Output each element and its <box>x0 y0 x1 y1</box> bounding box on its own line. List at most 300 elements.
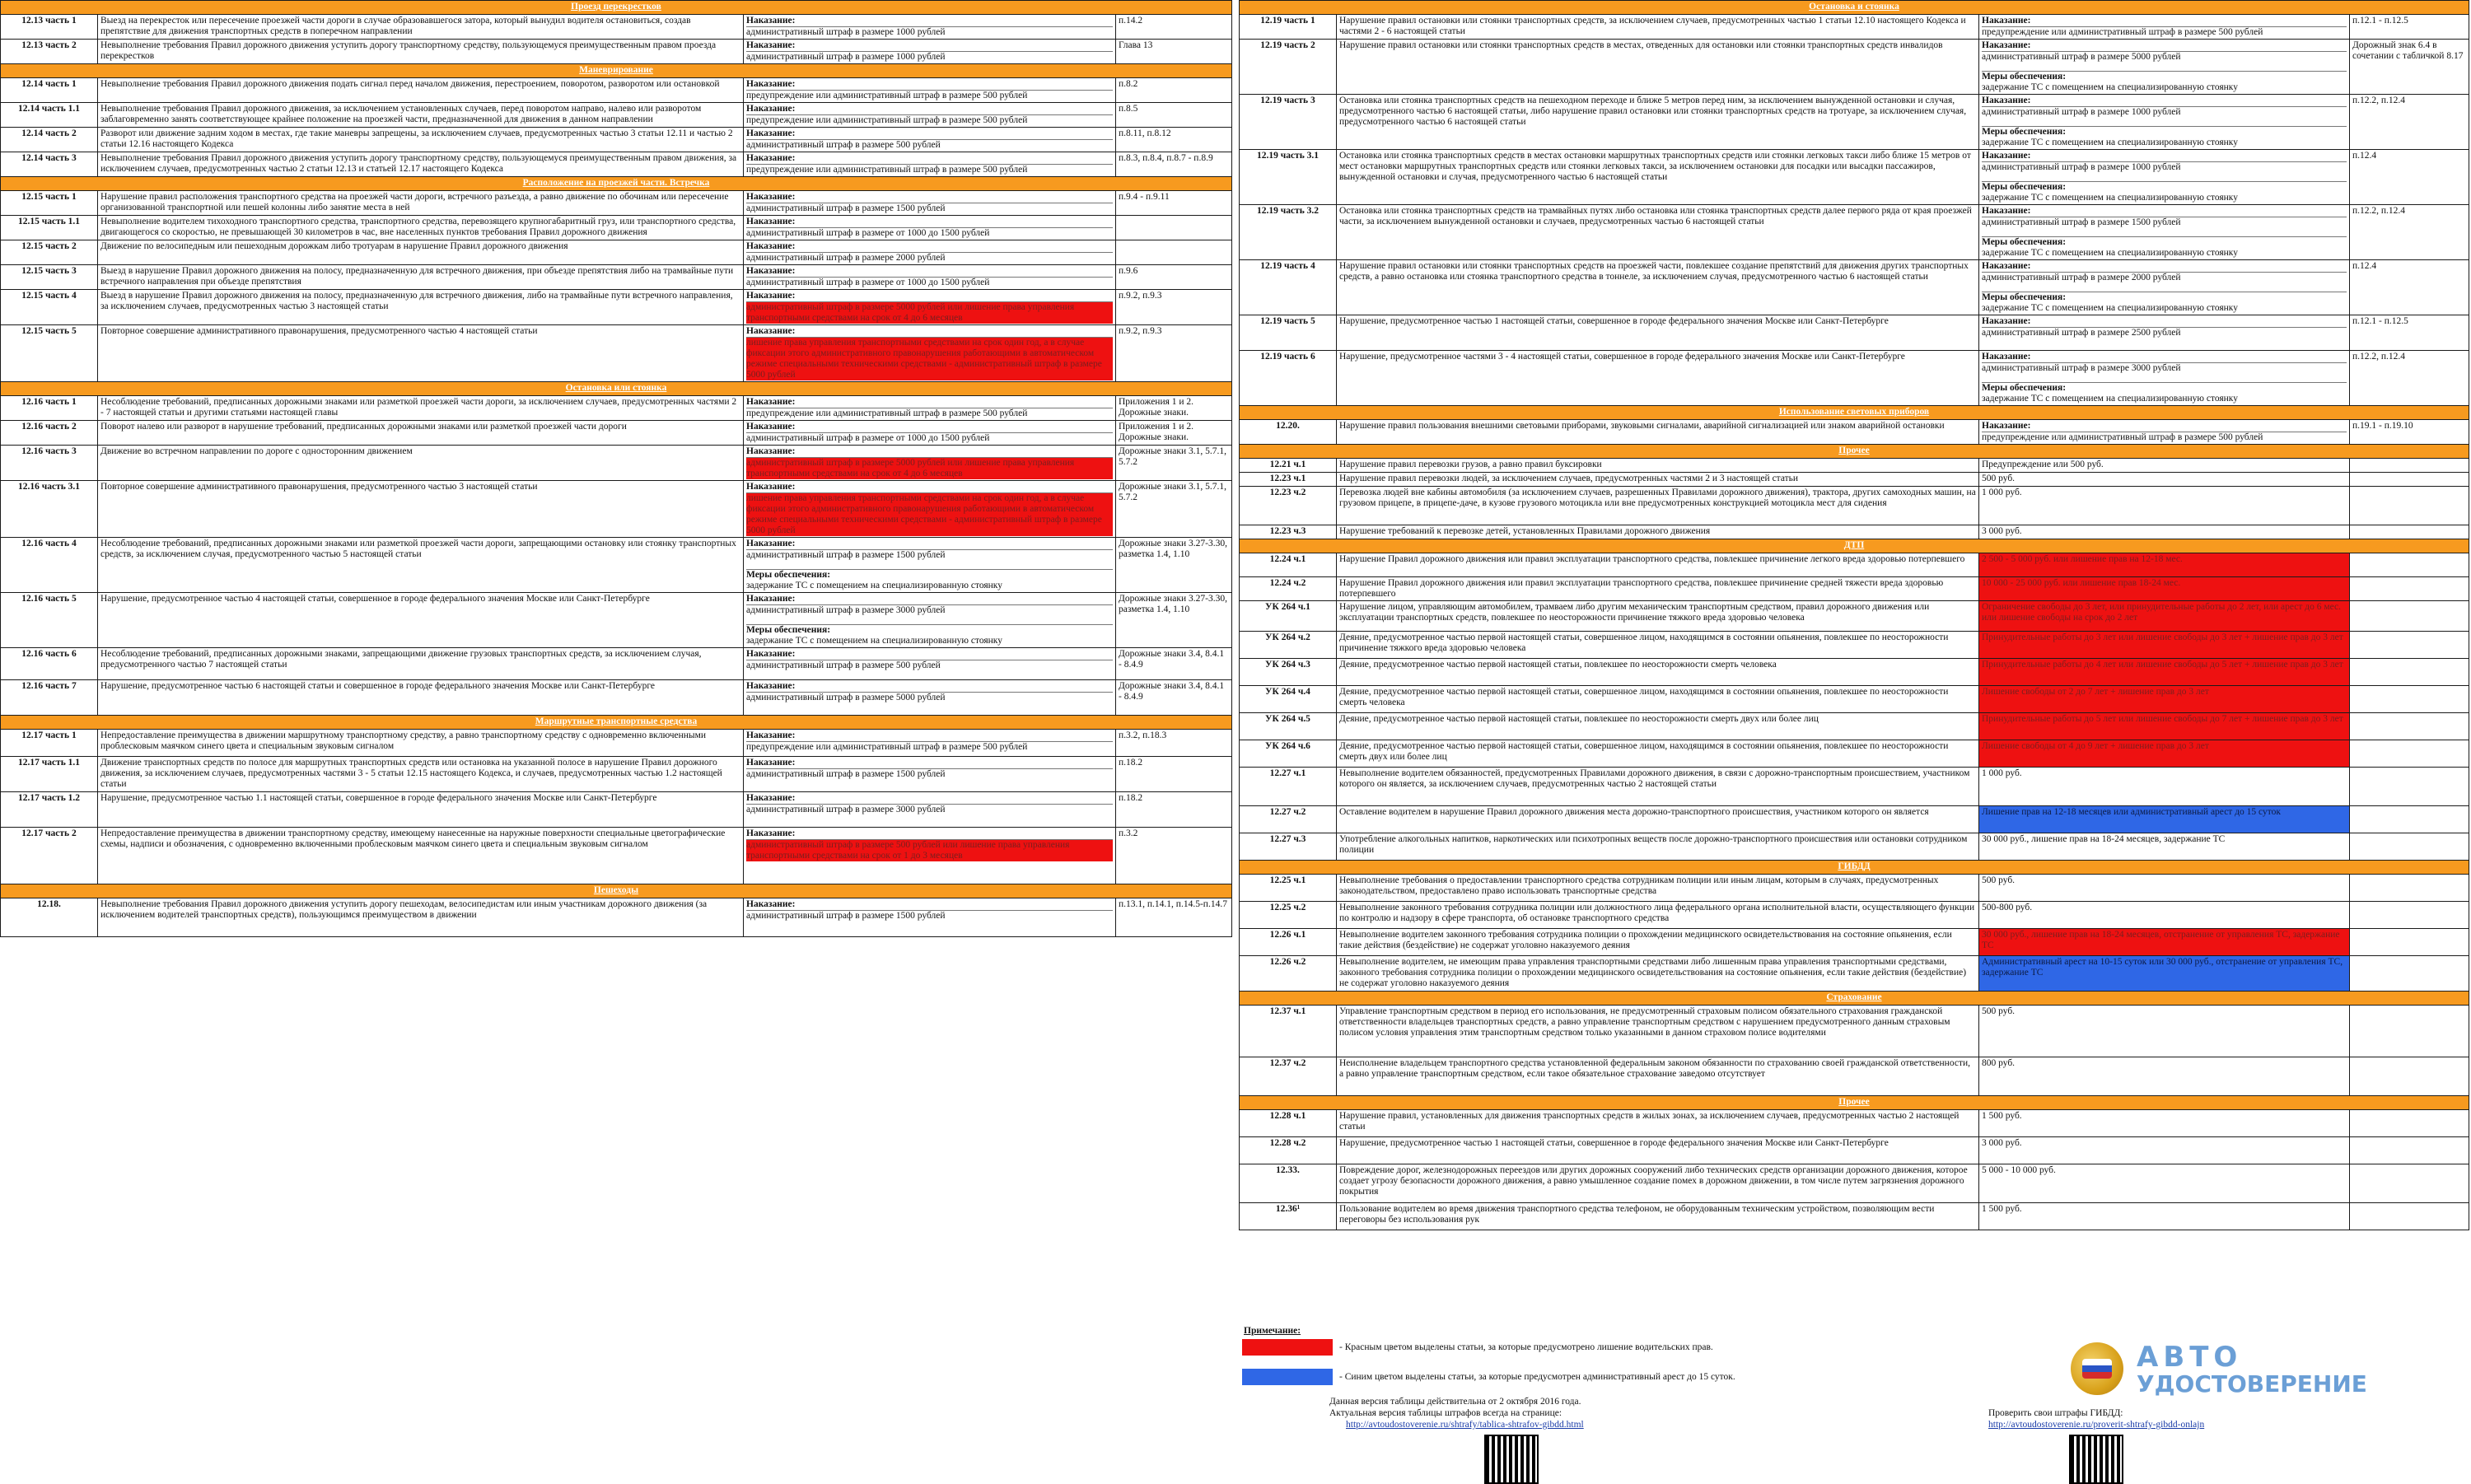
violation-text: Несоблюдение требований, предписанных дорожными знаками или разметкой проезжей части дороги, за исключением случаев, предусмотренных частями 2 - 7 настоящей статьи и другими статьями настоящей главы <box>98 396 744 421</box>
article-code: 12.18. <box>1 898 98 937</box>
fine-row <box>1240 351 2469 406</box>
rule-reference: п.8.2 <box>1116 78 1232 103</box>
penalty-cell <box>1979 260 2350 315</box>
penalty-cell <box>1979 40 2350 95</box>
rule-reference: п.12.1 - п.12.5 <box>2350 15 2469 40</box>
rule-reference: п.13.1, п.14.1, п.14.5-п.14.7 <box>1116 898 1232 937</box>
fine-row <box>1 265 1232 290</box>
penalty-cell <box>1979 205 2350 260</box>
violation-text: Нарушение, предусмотренное частями 3 - 4 настоящей статьи, совершенное в городе федерального значения Москве или Санкт-Петербурге <box>1337 351 1979 406</box>
penalty-text: предупреждение или административный штраф в размере 500 рублей <box>746 165 1028 175</box>
rule-reference <box>2350 1057 2469 1096</box>
violation-text: Невыполнение требования Правил дорожного движения уступить дорогу транспортному средству, пользующемуся преимущественным правом движения, за исключением случаев, предусмотренных частью 2 статьи 12.13 и статьей 12.17 настоящего Кодекса <box>98 152 744 177</box>
logo-text-bottom: УДОСТОВЕРЕНИЕ <box>2137 1370 2367 1398</box>
penalty-cell <box>744 757 1116 792</box>
rule-reference <box>2350 1164 2469 1203</box>
rule-reference: Дорожные знаки 3.1, 5.7.1, 5.7.2 <box>1116 481 1232 538</box>
article-code: 12.36¹ <box>1240 1203 1337 1230</box>
article-code: 12.14 часть 2 <box>1 128 98 152</box>
fine-row <box>1240 740 2469 768</box>
rule-reference <box>2350 459 2469 473</box>
rule-reference: п.8.5 <box>1116 103 1232 128</box>
section-title: Маневрирование <box>1 64 1232 78</box>
penalty-text: административный штраф в размере 1500 рублей <box>746 203 946 213</box>
penalty-label: Наказание: <box>746 422 1113 433</box>
rule-reference <box>2350 487 2469 525</box>
measures-label: Меры обеспечения: <box>1982 126 2347 138</box>
violation-text: Нарушение правил перевозки грузов, а равно правил буксировки <box>1337 459 1979 473</box>
violation-text: Повреждение дорог, железнодорожных переездов или других дорожных сооружений либо технических средств организации дорожного движения, которое создает угрозу безопасности дорожного движения, а равно умышленное создание помех в дорожном движении, в том числе путем загрязнения дорожного покрытия <box>1337 1164 1979 1203</box>
measures-label: Меры обеспечения: <box>746 624 1113 636</box>
penalty-cell: 10 000 - 25 000 руб. или лишение прав 18-24 мес. <box>1979 577 2350 601</box>
fine-row <box>1240 1006 2469 1057</box>
penalty-label: Наказание: <box>1982 96 2347 107</box>
section-title: Пешеходы <box>1 884 1232 898</box>
rule-reference: п.9.2, п.9.3 <box>1116 325 1232 382</box>
fine-row <box>1 421 1232 446</box>
penalty-text: административный штраф в размере 500 рублей или лишение права управления транспортными средствами на срок от 1 до 3 месяцев <box>746 840 1113 861</box>
violation-text: Повторное совершение административного правонарушения, предусмотренного частью 3 настоящей статьи <box>98 481 744 538</box>
measures-label: Меры обеспечения: <box>1982 71 2347 82</box>
penalty-cell <box>744 325 1116 382</box>
measures-text: задержание ТС с помещением на специализированную стоянку <box>1982 138 2238 147</box>
penalty-label: Наказание: <box>1982 316 2347 328</box>
penalty-cell <box>1979 15 2350 40</box>
fine-row <box>1 730 1232 757</box>
penalty-label: Наказание: <box>746 397 1113 408</box>
section-title: Остановка или стоянка <box>1 382 1232 396</box>
penalty-cell <box>744 828 1116 884</box>
violation-text: Разворот или движение задним ходом в местах, где такие маневры запрещены, за исключением случаев, предусмотренных частью 3 статьи 12.11 и частью 2 статьи 12.16 настоящего Кодекса <box>98 128 744 152</box>
measures-label: Меры обеспечения: <box>1982 382 2347 394</box>
penalty-text: лишение права управления транспортными средствами на срок один год, а в случае фиксации этого административного правонарушения работающими в автоматическом режиме специальными техническими средствами - административный штраф в размере 5000 рублей <box>746 493 1113 536</box>
violation-text: Употребление алкогольных напитков, наркотических или психотропных веществ после дорожно-транспортного происшествия или остановки сотрудником полиции <box>1337 833 1979 861</box>
penalty-cell <box>744 265 1116 290</box>
rule-reference <box>2350 740 2469 768</box>
violation-text: Нарушение, предусмотренное частью 1 настоящей статьи, совершенное в городе федерального значения Москве или Санкт-Петербурге <box>1337 1137 1979 1164</box>
penalty-text: административный штраф в размере 1500 рублей <box>746 769 946 779</box>
penalty-cell: Лишение прав на 12-18 месяцев или административный арест до 15 суток <box>1979 806 2350 833</box>
article-code: 12.25 ч.2 <box>1240 902 1337 929</box>
article-code: 12.17 часть 1 <box>1 730 98 757</box>
left-column <box>0 0 1232 937</box>
fine-row <box>1240 833 2469 861</box>
fine-row <box>1 792 1232 828</box>
fine-row <box>1240 1110 2469 1137</box>
fine-row <box>1240 1137 2469 1164</box>
article-code: 12.16 часть 2 <box>1 421 98 446</box>
penalty-cell: Административный арест на 10-15 суток или 30 000 руб., отстранение от управления ТС, задержание ТС <box>1979 956 2350 992</box>
penalty-label: Наказание: <box>746 793 1113 805</box>
penalty-text: предупреждение или административный штраф в размере 500 рублей <box>746 742 1028 752</box>
rule-reference <box>2350 902 2469 929</box>
fine-row <box>1 40 1232 64</box>
check-fines-link[interactable]: http://avtoudostoverenie.ru/proverit-shtrafy-gibdd-onlajn <box>1988 1420 2205 1430</box>
article-code: 12.15 часть 4 <box>1 290 98 325</box>
article-code: 12.15 часть 3 <box>1 265 98 290</box>
fine-row <box>1 757 1232 792</box>
penalty-text: административный штраф в размере 1000 рублей <box>1982 162 2181 172</box>
article-code: 12.27 ч.2 <box>1240 806 1337 833</box>
article-code: 12.16 часть 1 <box>1 396 98 421</box>
violation-text: Нарушение правил расположения транспортного средства на проезжей части дороги, встречного разъезда, а равно движение по обочинам или пересечение организованной транспортной или пешей колонны либо занятие места в ней <box>98 191 744 216</box>
penalty-text: административный штраф в размере 500 рублей <box>746 660 941 670</box>
penalty-label: Наказание: <box>746 128 1113 140</box>
fine-row <box>1240 659 2469 686</box>
fine-row <box>1240 205 2469 260</box>
penalty-label: Наказание: <box>746 681 1113 693</box>
penalty-text: административный штраф в размере 2000 рублей <box>1982 273 2181 282</box>
measures-text: задержание ТС с помещением на специализированную стоянку <box>746 636 1002 646</box>
penalty-cell <box>744 103 1116 128</box>
article-code: 12.16 часть 3 <box>1 446 98 481</box>
violation-text: Выезд в нарушение Правил дорожного движения на полосу, предназначенную для встречного движения, при объезде препятствия либо на трамвайные пути встречного направления при объезде препятствия <box>98 265 744 290</box>
rule-reference: п.8.11, п.8.12 <box>1116 128 1232 152</box>
penalty-text: административный штраф в размере 1000 рублей <box>1982 107 2181 117</box>
penalty-label: Наказание: <box>1982 16 2347 27</box>
penalty-label: Наказание: <box>746 446 1113 458</box>
penalty-cell: 30 000 руб., лишение прав на 18-24 месяцев, отстранение от управления ТС, задержание ТС <box>1979 929 2350 956</box>
violation-text: Несоблюдение требований, предписанных дорожными знаками или разметкой проезжей части дороги, запрещающими остановку или стоянку транспортных средств, за исключением случая, предусмотренного частью 5 настоящей статьи <box>98 538 744 593</box>
article-code: 12.24 ч.1 <box>1240 553 1337 577</box>
fine-row <box>1240 902 2469 929</box>
penalty-text: административный штраф в размере 3000 рублей <box>746 805 946 814</box>
rule-reference <box>1116 240 1232 265</box>
penalty-text: предупреждение или административный штраф в размере 500 рублей <box>746 408 1028 418</box>
article-code: 12.26 ч.1 <box>1240 929 1337 956</box>
article-code: 12.26 ч.2 <box>1240 956 1337 992</box>
rule-reference <box>2350 1006 2469 1057</box>
article-code: 12.27 ч.1 <box>1240 768 1337 806</box>
article-code: 12.14 часть 1 <box>1 78 98 103</box>
section-header <box>1240 861 2469 875</box>
fine-row <box>1240 553 2469 577</box>
rule-reference: п.8.3, п.8.4, п.8.7 - п.8.9 <box>1116 152 1232 177</box>
check-fines-text: Проверить свои штрафы ГИБДД: <box>1988 1408 2123 1418</box>
fine-row <box>1 216 1232 240</box>
section-header <box>1 177 1232 191</box>
rule-reference: п.12.4 <box>2350 260 2469 315</box>
violation-text: Нарушение лицом, управляющим автомобилем, трамваем либо другим механическим транспортным средством, правил дорожного движения или эксплуатации транспортных средств, повлекшее по неосторожности причинение тяжкого вреда здоровью человека <box>1337 601 1979 632</box>
penalty-cell <box>1979 95 2350 150</box>
penalty-cell: 3 000 руб. <box>1979 525 2350 539</box>
violation-text: Нарушение правил остановки или стоянки транспортных средств, за исключением случаев, предусмотренных частью 1 статьи 12.10 настоящего Кодекса и частями 2 - 6 настоящей статьи <box>1337 15 1979 40</box>
violation-text: Остановка или стоянка транспортных средств на пешеходном переходе и ближе 5 метров перед ним, за исключением вынужденной остановки и случая, предусмотренного частью 6 настоящей статьи, либо нарушение правил остановки или стоянки транспортных средств на тротуаре, за исключением случая, предусмотренного частью 6 настоящей статьи <box>1337 95 1979 150</box>
article-code: УК 264 ч.4 <box>1240 686 1337 713</box>
measures-text: задержание ТС с помещением на специализированную стоянку <box>746 581 1002 590</box>
fine-row <box>1 593 1232 648</box>
violation-text: Невыполнение требования о предоставлении транспортного средства сотрудникам полиции или иным лицам, которым в случаях, предусмотренных законодательством, предоставлено право использовать транспортные средства <box>1337 875 1979 902</box>
penalty-text: административный штраф в размере 1000 рублей <box>746 27 946 37</box>
penalty-cell <box>744 648 1116 680</box>
fine-row <box>1 396 1232 421</box>
article-code: 12.15 часть 1 <box>1 191 98 216</box>
violation-text: Непредоставление преимущества в движении транспортному средству, имеющему нанесенные на наружные поверхности специальные цветографические схемы, надписи и обозначения, с одновременно включенными проблесковым маячком синего цвета и специальным звуковым сигналом <box>98 828 744 884</box>
penalty-label: Наказание: <box>1982 352 2347 363</box>
rule-reference: п.9.2, п.9.3 <box>1116 290 1232 325</box>
fine-row <box>1240 601 2469 632</box>
article-code: 12.17 часть 1.1 <box>1 757 98 792</box>
section-title: Маршрутные транспортные средства <box>1 716 1232 730</box>
rule-reference <box>2350 577 2469 601</box>
penalty-cell <box>744 128 1116 152</box>
fine-row <box>1240 875 2469 902</box>
rule-reference: п.18.2 <box>1116 757 1232 792</box>
measures-label: Меры обеспечения: <box>1982 236 2347 248</box>
article-code: 12.20. <box>1240 420 1337 445</box>
rule-reference <box>2350 768 2469 806</box>
table-link[interactable]: http://avtoudostoverenie.ru/shtrafy/tablica-shtrafov-gibdd.html <box>1346 1420 1584 1430</box>
logo-text-top: АВТО <box>2137 1341 2243 1374</box>
rule-reference <box>1116 216 1232 240</box>
article-code: 12.17 часть 1.2 <box>1 792 98 828</box>
violation-text: Перевозка людей вне кабины автомобиля (за исключением случаев, разрешенных Правилами дорожного движения), трактора, других самоходных машин, на грузовом прицепе, в прицепе-даче, в кузове грузового мотоцикла или вне предусмотренных конструкцией мотоцикла мест для сидения <box>1337 487 1979 525</box>
rule-reference: п.9.4 - п.9.11 <box>1116 191 1232 216</box>
article-code: 12.19 часть 1 <box>1240 15 1337 40</box>
fine-row <box>1 152 1232 177</box>
violation-text: Непредоставление преимущества в движении маршрутному транспортному средству, а равно транспортному средству с одновременно включенными проблесковым маячком синего цвета и специальным звуковым сигналом <box>98 730 744 757</box>
penalty-cell: 3 000 руб. <box>1979 1137 2350 1164</box>
violation-text: Невыполнение законного требования сотрудника полиции или должностного лица федерального органа исполнительной власти, осуществляющего функции по контролю и надзору в сфере транспорта, об остановке транспортного средства <box>1337 902 1979 929</box>
section-title: ДТП <box>1240 539 2469 553</box>
violation-text: Нарушение, предусмотренное частью 4 настоящей статьи, совершенное в городе федерального значения Москве или Санкт-Петербурге <box>98 593 744 648</box>
emblem-icon <box>2071 1342 2123 1395</box>
measures-text: задержание ТС с помещением на специализированную стоянку <box>1982 394 2238 404</box>
rule-reference: Глава 13 <box>1116 40 1232 64</box>
fines-table-left <box>0 0 1232 937</box>
penalty-label: Наказание: <box>746 482 1113 493</box>
violation-text: Движение транспортных средств по полосе для маршрутных транспортных средств или остановка на указанной полосе в нарушение Правил дорожного движения, за исключением случаев, предусмотренных частями 3 - 5 статьи 12.15 настоящего Кодекса, и случаев, предусмотренных частью 1.2 настоящей статьи <box>98 757 744 792</box>
actual-version-text: Актуальная версия таблицы штрафов всегда на странице: <box>1329 1408 1562 1418</box>
section-title: Использование световых приборов <box>1240 406 2469 420</box>
violation-text: Остановка или стоянка транспортных средств на трамвайных путях либо остановка или стоянка транспортных средств далее первого ряда от края проезжей части, за исключением вынужденной остановки и случаев, предусмотренных частью 6 настоящей статьи <box>1337 205 1979 260</box>
violation-text: Невыполнение водителем законного требования сотрудника полиции о прохождении медицинского освидетельствования на состояние опьянения, если такие действия (бездействие) не содержат уголовно наказуемого деяния <box>1337 929 1979 956</box>
rule-reference <box>2350 833 2469 861</box>
penalty-cell <box>744 792 1116 828</box>
measures-label: Меры обеспечения: <box>746 569 1113 581</box>
penalty-text: административный штраф в размере 1000 рублей <box>746 52 946 62</box>
article-code: 12.24 ч.2 <box>1240 577 1337 601</box>
rule-reference: п.12.2, п.12.4 <box>2350 205 2469 260</box>
rule-reference: п.12.4 <box>2350 150 2469 205</box>
article-code: УК 264 ч.6 <box>1240 740 1337 768</box>
section-title: Расположение на проезжей части. Встречка <box>1 177 1232 191</box>
penalty-label: Наказание: <box>746 104 1113 115</box>
article-code: 12.15 часть 5 <box>1 325 98 382</box>
section-header <box>1 1 1232 15</box>
penalty-label: Наказание: <box>746 649 1113 660</box>
violation-text: Выезд в нарушение Правил дорожного движения на полосу, предназначенную для встречного движения, либо на трамвайные пути встречного направления, за исключением случаев, предусмотренных частью 3 настоящей статьи <box>98 290 744 325</box>
fine-row <box>1 290 1232 325</box>
penalty-cell <box>744 680 1116 716</box>
fine-row <box>1 898 1232 937</box>
article-code: 12.14 часть 3 <box>1 152 98 177</box>
penalty-text: административный штраф в размере от 1000 до 1500 рублей <box>746 278 990 287</box>
fine-row <box>1 481 1232 538</box>
violation-text: Нарушение Правил дорожного движения или правил эксплуатации транспортного средства, повлекшее причинение легкого вреда здоровью потерпевшего <box>1337 553 1979 577</box>
rule-reference <box>2350 713 2469 740</box>
violation-text: Движение по велосипедным или пешеходным дорожкам либо тротуарам в нарушение Правил дорожного движения <box>98 240 744 265</box>
violation-text: Нарушение правил пользования внешними световыми приборами, звуковыми сигналами, аварийной сигнализацией или знаком аварийной остановки <box>1337 420 1979 445</box>
section-title: ГИБДД <box>1240 861 2469 875</box>
violation-text: Нарушение, предусмотренное частью 1.1 настоящей статьи, совершенное в городе федерального значения Москве или Санкт-Петербурге <box>98 792 744 828</box>
article-code: 12.16 часть 7 <box>1 680 98 716</box>
penalty-text: административный штраф в размере 5000 рублей или лишение права управления транспортными средствами на срок от 4 до 6 месяцев <box>746 458 1113 479</box>
rule-reference: п.12.2, п.12.4 <box>2350 351 2469 406</box>
notes-title: Примечание: <box>1244 1326 1301 1336</box>
penalty-text: предупреждение или административный штраф в размере 500 рублей <box>746 91 1028 100</box>
violation-text: Неисполнение владельцем транспортного средства установленной федеральным законом обязанности по страхованию своей гражданской ответственности, а равно управление транспортным средством, если такое обязательное страхование заведомо отсутствует <box>1337 1057 1979 1096</box>
penalty-cell: 500 руб. <box>1979 875 2350 902</box>
section-title: Остановка и стоянка <box>1240 1 2469 15</box>
article-code: 12.19 часть 4 <box>1240 260 1337 315</box>
article-code: 12.16 часть 5 <box>1 593 98 648</box>
rule-reference: п.14.2 <box>1116 15 1232 40</box>
penalty-label: Наказание: <box>1982 151 2347 162</box>
article-code: 12.33. <box>1240 1164 1337 1203</box>
penalty-label: Наказание: <box>1982 261 2347 273</box>
article-code: 12.37 ч.2 <box>1240 1057 1337 1096</box>
article-code: 12.16 часть 4 <box>1 538 98 593</box>
article-code: 12.19 часть 3.2 <box>1240 205 1337 260</box>
measures-text: задержание ТС с помещением на специализированную стоянку <box>1982 303 2238 313</box>
rule-reference <box>2350 1203 2469 1230</box>
penalty-label: Наказание: <box>746 217 1113 228</box>
violation-text: Невыполнение водителем обязанностей, предусмотренных Правилами дорожного движения, в связи с дорожно-транспортным происшествием, участником которого он является, за исключением случаев, предусмотренных частью 2 настоящей статьи <box>1337 768 1979 806</box>
section-title: Прочее <box>1240 1096 2469 1110</box>
penalty-text: административный штраф в размере от 1000 до 1500 рублей <box>746 228 990 238</box>
article-code: 12.16 часть 6 <box>1 648 98 680</box>
article-code: 12.16 часть 3.1 <box>1 481 98 538</box>
section-header <box>1240 992 2469 1006</box>
article-code: 12.13 часть 2 <box>1 40 98 64</box>
fine-row <box>1240 420 2469 445</box>
rule-reference <box>2350 632 2469 659</box>
violation-text: Нарушение, предусмотренное частью 6 настоящей статьи и совершенное в городе федерального значения Москве или Санкт-Петербурге <box>98 680 744 716</box>
right-column <box>1239 0 2469 1230</box>
penalty-label: Наказание: <box>746 899 1113 911</box>
rule-reference <box>2350 659 2469 686</box>
rule-reference <box>2350 929 2469 956</box>
red-legend-text: - Красным цветом выделены статьи, за которые предусмотрено лишение водительских прав. <box>1339 1342 1713 1352</box>
measures-label: Меры обеспечения: <box>1982 181 2347 193</box>
penalty-cell: Лишение свободы от 4 до 9 лет + лишение прав до 3 лет <box>1979 740 2350 768</box>
rule-reference: Дорожные знаки 3.1, 5.7.1, 5.7.2 <box>1116 446 1232 481</box>
penalty-cell <box>744 216 1116 240</box>
fine-row <box>1 191 1232 216</box>
penalty-cell: 1 000 руб. <box>1979 487 2350 525</box>
rule-reference <box>2350 473 2469 487</box>
violation-text: Деяние, предусмотренное частью первой настоящей статьи, совершенное лицом, находящимся в состоянии опьянения, повлекшее по неосторожности смерть двух или более лиц <box>1337 740 1979 768</box>
penalty-label: Наказание: <box>1982 421 2347 432</box>
penalty-text: предупреждение или административный штраф в размере 500 рублей <box>1982 432 2263 442</box>
violation-text: Несоблюдение требований, предписанных дорожными знаками, запрещающими движение грузовых транспортных средств, за исключением случая, предусмотренного частью 7 настоящей статьи <box>98 648 744 680</box>
article-code: 12.27 ч.3 <box>1240 833 1337 861</box>
fine-row <box>1240 1057 2469 1096</box>
penalty-cell <box>744 730 1116 757</box>
fine-row <box>1240 929 2469 956</box>
fine-row <box>1240 315 2469 351</box>
notes-block <box>1239 1326 2469 1482</box>
version-date: Данная версия таблицы действительна от 2 октября 2016 года. <box>1329 1397 1581 1407</box>
penalty-label: Наказание: <box>746 241 1113 253</box>
penalty-label: Наказание: <box>746 291 1113 302</box>
section-header <box>1240 539 2469 553</box>
rule-reference: Дорожные знаки 3.4, 8.4.1 - 8.4.9 <box>1116 680 1232 716</box>
penalty-text: административный штраф в размере 1500 рублей <box>746 550 946 560</box>
rule-reference: п.19.1 - п.19.10 <box>2350 420 2469 445</box>
penalty-cell <box>744 593 1116 648</box>
penalty-label: Наказание: <box>746 192 1113 203</box>
penalty-cell <box>1979 420 2350 445</box>
article-code: 12.15 часть 1.1 <box>1 216 98 240</box>
fine-row <box>1240 150 2469 205</box>
violation-text: Выезд на перекресток или пересечение проезжей части дороги в случае образовавшегося затора, который вынудил водителя остановиться, создав препятствие для движения транспортных средств в поперечном направлении <box>98 15 744 40</box>
penalty-label: Наказание: <box>746 16 1113 27</box>
article-code: УК 264 ч.3 <box>1240 659 1337 686</box>
section-header <box>1 382 1232 396</box>
violation-text: Невыполнение требования Правил дорожного движения подать сигнал перед началом движения, перестроением, поворотом, разворотом или остановкой <box>98 78 744 103</box>
penalty-cell <box>744 898 1116 937</box>
fine-row <box>1240 956 2469 992</box>
penalty-label: Наказание: <box>746 326 1113 338</box>
penalty-cell: Ограничение свободы до 3 лет, или принудительные работы до 2 лет, или арест до 6 мес. или лишение свободы на срок до 2 лет <box>1979 601 2350 632</box>
penalty-text: предупреждение или административный штраф в размере 500 рублей <box>746 115 1028 125</box>
penalty-cell: 500 руб. <box>1979 1006 2350 1057</box>
penalty-label: Наказание: <box>1982 206 2347 217</box>
penalty-cell: Лишение свободы от 2 до 7 лет + лишение прав до 3 лет <box>1979 686 2350 713</box>
violation-text: Движение во встречном направлении по дороге с односторонним движением <box>98 446 744 481</box>
violation-text: Управление транспортным средством в период его использования, не предусмотренный страховым полисом обязательного страхования гражданской ответственности владельцев транспортных средств, а равно управление транспортным средством с нарушением предусмотренного данным страховым полисом условия управления этим транспортным средством только указанными в данном страховом полисе водителями <box>1337 1006 1979 1057</box>
penalty-cell <box>744 421 1116 446</box>
rule-reference: п.9.6 <box>1116 265 1232 290</box>
penalty-cell <box>744 290 1116 325</box>
penalty-text: административный штраф в размере 3000 рублей <box>746 605 946 615</box>
article-code: УК 264 ч.5 <box>1240 713 1337 740</box>
fine-row <box>1 128 1232 152</box>
penalty-label: Наказание: <box>746 758 1113 769</box>
penalty-text: административный штраф в размере 5000 рублей или лишение права управления транспортными средствами на срок от 4 до 6 месяцев <box>746 302 1113 324</box>
fine-row <box>1240 487 2469 525</box>
section-title: Проезд перекрестков <box>1 1 1232 15</box>
rule-reference <box>2350 601 2469 632</box>
section-title: Прочее <box>1240 445 2469 459</box>
violation-text: Деяние, предусмотренное частью первой настоящей статьи, совершенное лицом, находящимся в состоянии опьянения, повлекшее по неосторожности причинение тяжкого вреда здоровью человека <box>1337 632 1979 659</box>
fine-row <box>1240 40 2469 95</box>
violation-text: Пользование водителем во время движения транспортного средства телефоном, не оборудованным техническим устройством, позволяющим вести переговоры без использования рук <box>1337 1203 1979 1230</box>
fine-row <box>1240 632 2469 659</box>
violation-text: Нарушение, предусмотренное частью 1 настоящей статьи, совершенное в городе федерального значения Москве или Санкт-Петербурге <box>1337 315 1979 351</box>
penalty-cell: 30 000 руб., лишение прав на 18-24 месяцев, задержание ТС <box>1979 833 2350 861</box>
fine-row <box>1 446 1232 481</box>
penalty-cell: Принудительные работы до 4 лет или лишение свободы до 5 лет + лишение прав до 3 лет <box>1979 659 2350 686</box>
penalty-label: Наказание: <box>746 79 1113 91</box>
penalty-text: административный штраф в размере 3000 рублей <box>1982 363 2181 373</box>
red-legend-swatch <box>1242 1339 1333 1356</box>
penalty-label: Наказание: <box>1982 40 2347 52</box>
rule-reference <box>2350 956 2469 992</box>
rule-reference: Дорожные знаки 3.4, 8.4.1 - 8.4.9 <box>1116 648 1232 680</box>
article-code: 12.25 ч.1 <box>1240 875 1337 902</box>
violation-text: Невыполнение требования Правил дорожного движения уступить дорогу транспортному средству, пользующемуся преимущественным правом проезда перекрестков <box>98 40 744 64</box>
fine-row <box>1 680 1232 716</box>
violation-text: Нарушение правил остановки или стоянки транспортных средств на проезжей части, повлекшее создание препятствий для движения других транспортных средств, а равно остановка или стоянка транспортного средства в тоннеле, за исключением случая, предусмотренного частью 6 настоящей статьи <box>1337 260 1979 315</box>
rule-reference: п.3.2, п.18.3 <box>1116 730 1232 757</box>
penalty-cell: 1 500 руб. <box>1979 1110 2350 1137</box>
article-code: 12.23 ч.2 <box>1240 487 1337 525</box>
article-code: 12.13 часть 1 <box>1 15 98 40</box>
section-header <box>1240 1 2469 15</box>
